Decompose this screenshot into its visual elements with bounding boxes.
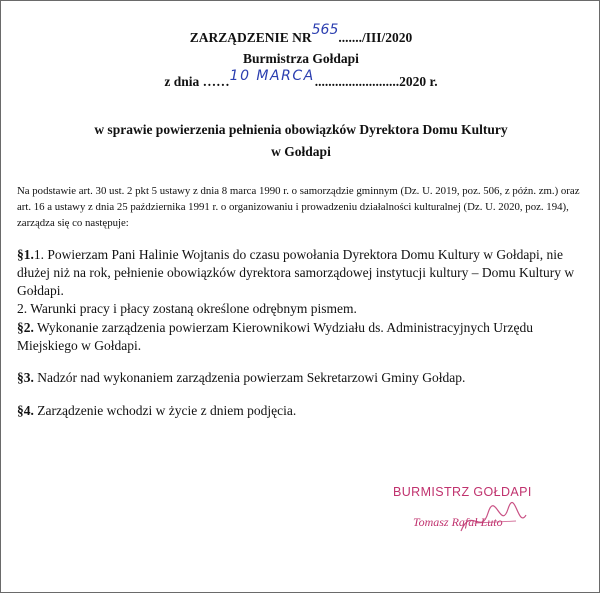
section-2: §2. Wykonanie zarządzenia powierzam Kierownikowi Wydziału ds. Administracyjnych Urzędu Miejskiego w Gołdapi.: [17, 320, 533, 353]
date-line: z dnia ……10 MARCA.........................2020 r.: [164, 68, 438, 89]
section-3-mark: §3.: [17, 370, 34, 385]
stamp-title: BURMISTRZ GOŁDAPI: [393, 485, 532, 499]
subject-line-1: w sprawie powierzenia pełnienia obowiązków Dyrektora Domu Kultury: [94, 122, 508, 137]
section-1-mark: §1.: [17, 247, 34, 262]
document-title: ZARZĄDZENIE NR565......./III/2020: [189, 22, 413, 45]
section-2-mark: §2.: [17, 320, 34, 335]
section-1: §1.1. Powierzam Pani Halinie Wojtanis do czasu powołania Dyrektora Domu Kultury w Gołdapi, nie dłużej niż na rok, pełnienie obowiązków dyrektora samorządowej instytucji kultury – Domu Kultury w Gołdapi. 2. Warunki pracy i płacy zostaną określone odrębnym pismem.: [17, 247, 575, 316]
subject-line-2: w Gołdapi: [271, 144, 331, 159]
issuer-line: Burmistrza Gołdapi: [243, 51, 359, 66]
handwritten-number: 565: [311, 22, 339, 38]
section-3: §3. Nadzór nad wykonaniem zarządzenia powierzam Sekretarzowi Gminy Gołdap.: [17, 370, 466, 385]
section-4-mark: §4.: [17, 403, 34, 418]
stamp-name: Tomasz Rafał Luto: [413, 515, 503, 529]
section-4: §4. Zarządzenie wchodzi w życie z dniem podjęcia.: [17, 403, 297, 418]
handwritten-date: 10 MARCA: [229, 68, 315, 84]
legal-basis-paragraph: Na podstawie art. 30 ust. 2 pkt 5 ustawy z dnia 8 marca 1990 r. o samorządzie gminnym (Dz. U. 2019, poz. 506, z późn. zm.) oraz art. 16 a ustawy z dnia 25 października 1991 r. o organizowaniu i prowadzeniu działalności kulturalnej (Dz. U. 2020, poz. 194), zarządza się co następuje:: [17, 185, 580, 229]
signature-scribble-icon: [456, 501, 531, 541]
